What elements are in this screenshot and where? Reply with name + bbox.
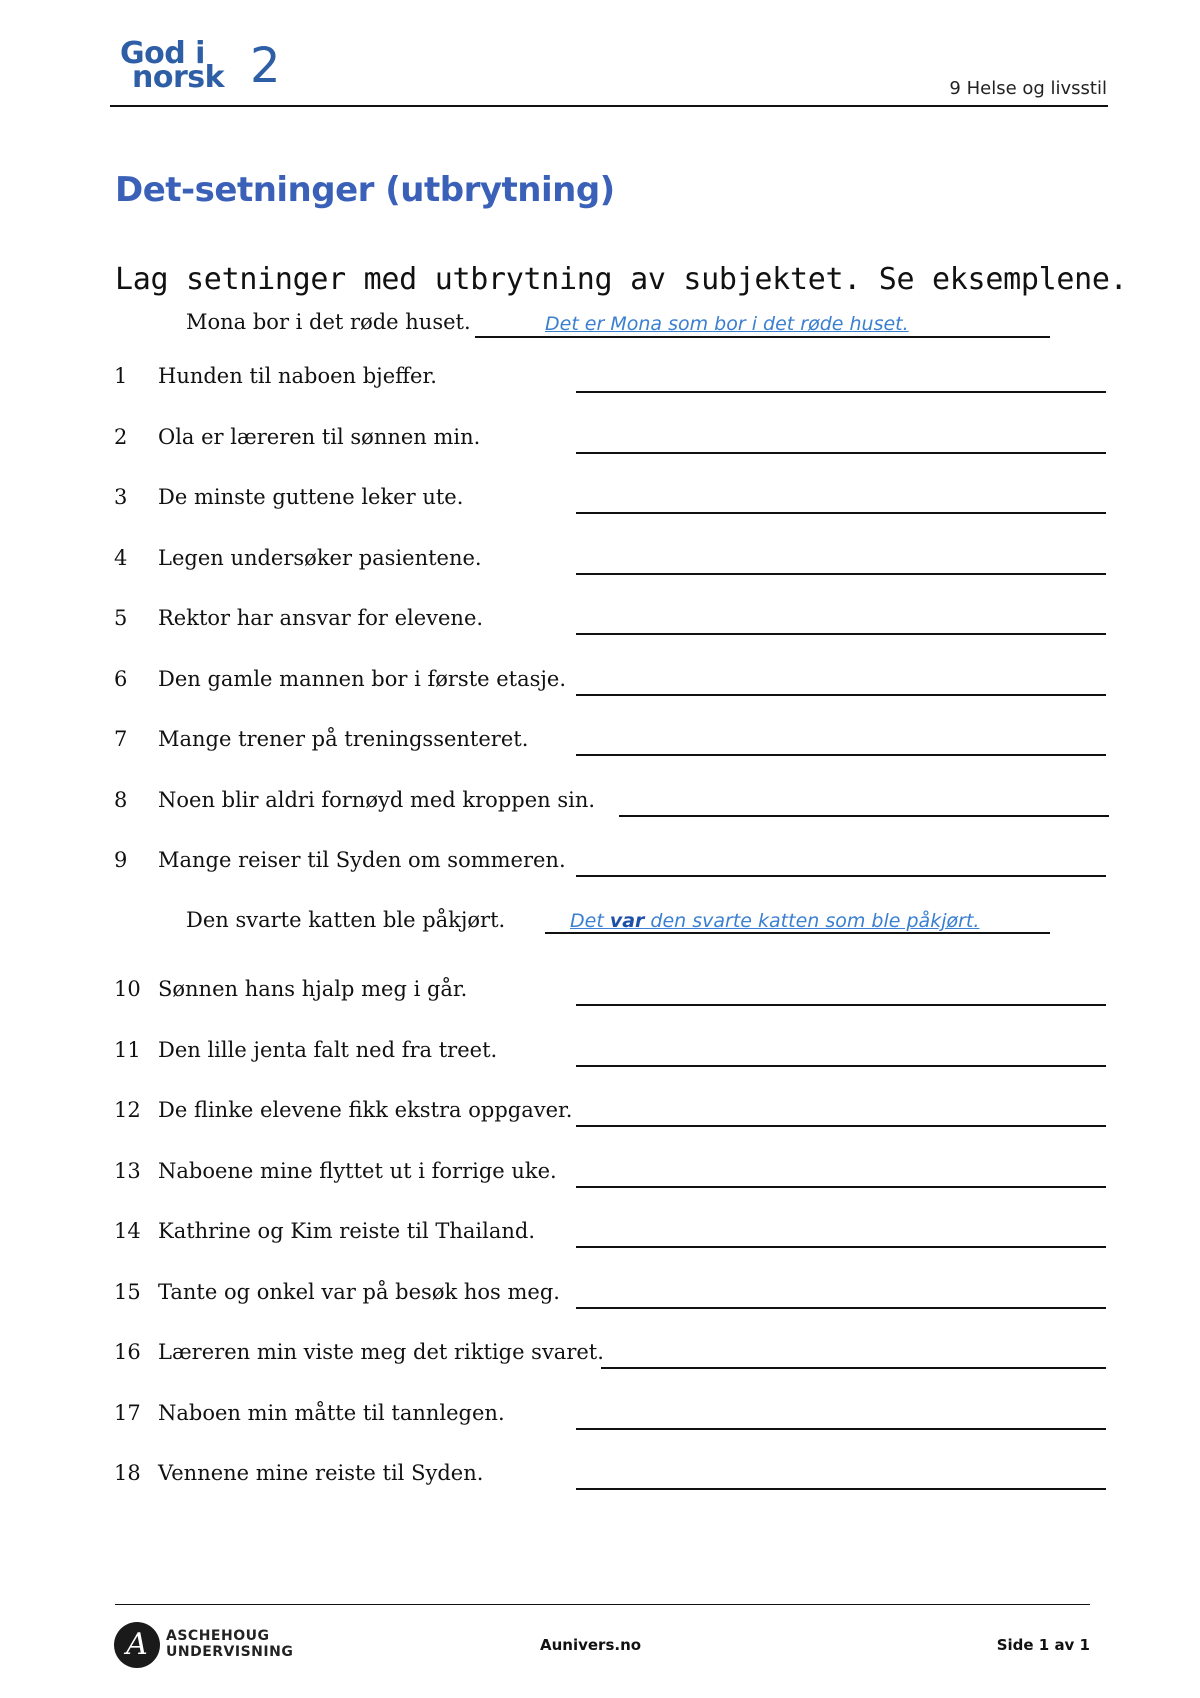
exercise-row: [114, 1159, 1104, 1189]
exercise-sentence: Kathrine og Kim reiste til Thailand.: [158, 1219, 536, 1243]
exercise-number: 5: [114, 606, 128, 630]
footer-divider: [115, 1604, 1090, 1605]
example-answer-2-bold: var: [609, 910, 645, 932]
answer-line[interactable]: [576, 1246, 1106, 1248]
answer-line[interactable]: [576, 1065, 1106, 1067]
exercise-number: 14: [114, 1219, 141, 1243]
exercise-sentence: Læreren min viste meg det riktige svaret.: [158, 1340, 604, 1364]
answer-line[interactable]: [576, 512, 1106, 514]
answer-line[interactable]: [601, 1367, 1106, 1369]
exercise-sentence: Naboen min måtte til tannlegen.: [158, 1400, 505, 1425]
example-sentence-1: Mona bor i det røde huset.: [186, 310, 471, 334]
exercise-row: [114, 364, 1104, 394]
exercise-number: 12: [114, 1098, 141, 1122]
exercise-sentence: Mange trener på treningssenteret.: [158, 727, 529, 751]
logo-number: 2: [250, 38, 281, 94]
answer-line[interactable]: [576, 1125, 1106, 1127]
exercise-sentence: Hunden til naboen bjeffer.: [158, 364, 437, 388]
publisher-logo-icon: A: [114, 1622, 160, 1668]
logo-line2: norsk: [132, 60, 225, 95]
exercise-number: 10: [114, 977, 141, 1001]
exercise-number: 8: [114, 787, 128, 812]
site-link[interactable]: Aunivers.no: [540, 1636, 642, 1654]
header-divider: [110, 105, 1108, 107]
exercise-row: [114, 977, 1104, 1007]
exercise-row: [114, 1219, 1104, 1249]
answer-line[interactable]: [576, 1186, 1106, 1188]
answer-line[interactable]: [576, 391, 1106, 393]
exercise-sentence: De flinke elevene fikk ekstra oppgaver.: [158, 1098, 573, 1122]
answer-line[interactable]: [576, 1307, 1106, 1309]
answer-line[interactable]: [576, 1488, 1106, 1490]
chapter-label: 9 Helse og livsstil: [949, 78, 1107, 99]
answer-line[interactable]: [576, 1004, 1106, 1006]
answer-line[interactable]: [576, 633, 1106, 635]
page-title: Det-setninger (utbrytning): [115, 170, 615, 210]
exercise-number: 15: [114, 1279, 141, 1304]
exercise-number: 9: [114, 848, 128, 872]
exercise-row: [114, 848, 1104, 878]
exercise-row: [114, 1038, 1104, 1068]
answer-line[interactable]: [576, 875, 1106, 877]
exercise-number: 16: [114, 1340, 141, 1364]
example-answer-line-2: [545, 932, 1050, 934]
example-answer-line-1: [475, 336, 1050, 338]
exercise-sentence: Vennene mine reiste til Syden.: [158, 1461, 484, 1485]
exercise-number: 6: [114, 666, 128, 691]
exercise-sentence: Ola er læreren til sønnen min.: [158, 424, 481, 449]
exercise-row: [114, 485, 1104, 515]
publisher-name: [166, 1628, 293, 1660]
example-answer-2-end: .: [973, 910, 980, 932]
publisher-line2: UNDERVISNING: [166, 1644, 294, 1660]
exercise-sentence: Den lille jenta falt ned fra treet.: [158, 1037, 498, 1062]
exercise-row: [114, 667, 1104, 697]
answer-line[interactable]: [576, 754, 1106, 756]
exercise-row: [114, 1098, 1104, 1128]
logo: [120, 36, 280, 98]
example-answer-2-part2: den svarte katten som ble påkjørt: [644, 910, 974, 932]
example-answer-2: [570, 910, 979, 932]
exercise-row: [114, 425, 1104, 455]
instruction: Lag setninger med utbrytning av subjektet. Se eksemplene.: [115, 262, 1128, 297]
exercise-sentence: Tante og onkel var på besøk hos meg.: [158, 1279, 560, 1304]
answer-line[interactable]: [576, 694, 1106, 696]
exercise-row: [114, 1401, 1104, 1431]
exercise-sentence: Naboene mine flyttet ut i forrige uke.: [158, 1158, 557, 1183]
exercise-number: 7: [114, 727, 128, 751]
exercise-sentence: Noen blir aldri fornøyd med kroppen sin.: [158, 787, 596, 812]
exercise-number: 2: [114, 424, 128, 449]
logo-line1: God i: [120, 36, 205, 71]
exercise-row: [114, 546, 1104, 576]
example-answer-2-part1: Det: [570, 910, 610, 932]
exercise-row: [114, 606, 1104, 636]
exercise-sentence: Sønnen hans hjalp meg i går.: [158, 977, 468, 1001]
publisher-line1: ASCHEHOUG: [166, 1628, 270, 1644]
answer-line[interactable]: [619, 815, 1109, 817]
answer-line[interactable]: [576, 573, 1106, 575]
example-sentence-2: Den svarte katten ble påkjørt.: [186, 908, 506, 932]
page-number: Side 1 av 1: [996, 1636, 1090, 1654]
exercise-number: 11: [114, 1037, 141, 1062]
exercise-row: [114, 788, 1104, 818]
exercise-row: [114, 1280, 1104, 1310]
exercise-sentence: Rektor har ansvar for elevene.: [158, 606, 484, 630]
exercise-sentence: Legen undersøker pasientene.: [158, 545, 482, 570]
exercise-number: 17: [114, 1400, 141, 1425]
exercise-sentence: Mange reiser til Syden om sommeren.: [158, 848, 566, 872]
exercise-number: 1: [114, 364, 128, 388]
exercise-row: [114, 727, 1104, 757]
exercise-number: 18: [114, 1461, 141, 1485]
exercise-number: 13: [114, 1158, 141, 1183]
example-answer-1: Det er Mona som bor i det røde huset.: [545, 313, 909, 335]
exercise-row: [114, 1461, 1104, 1491]
exercise-number: 4: [114, 545, 128, 570]
exercise-number: 3: [114, 485, 128, 509]
exercise-sentence: De minste guttene leker ute.: [158, 485, 464, 509]
exercise-row: [114, 1340, 1104, 1370]
answer-line[interactable]: [576, 452, 1106, 454]
answer-line[interactable]: [576, 1428, 1106, 1430]
exercise-sentence: Den gamle mannen bor i første etasje.: [158, 666, 567, 691]
